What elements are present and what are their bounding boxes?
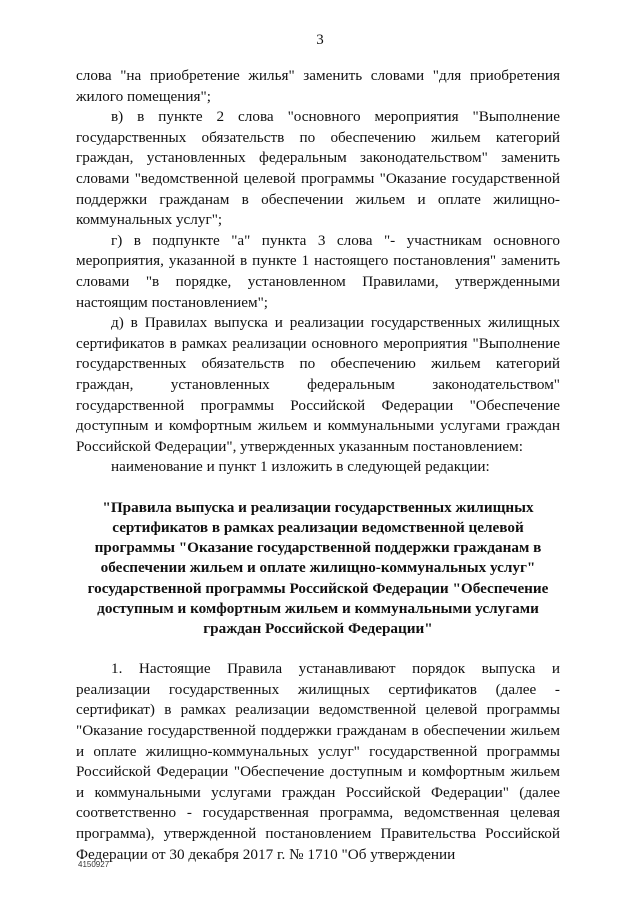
paragraph-item-g: г) в подпункте "а" пункта 3 слова "- участникам основного мероприятия, указанной в пункте 1 настоящего постановления" заменить словами "в порядке, установленном Правилами, утвержденными настоящим постановлением"; <box>76 231 560 311</box>
paragraph-replace-words: слова "на приобретение жилья" заменить словами "для приобретения жилого помещения"; <box>76 67 560 105</box>
document-body <box>76 66 560 865</box>
document-code: 4150927 <box>78 860 110 869</box>
paragraph-item-d: д) в Правилах выпуска и реализации государственных жилищных сертификатов в рамках реализации основного мероприятия "Выполнение государственных обязательств по обеспечению жильем категорий граждан, установленных федеральным законодательством" государственной программы Российской Федерации "Обеспечение доступным и комфортным жильем и коммунальными услугами граждан Российской Федерации", утвержденных указанным постановлением: <box>76 314 560 455</box>
page-number: 3 <box>316 32 324 48</box>
paragraph-rules-point-1: 1. Настоящие Правила устанавливают порядок выпуска и реализации государственных жилищных сертификатов (далее - сертификат) в рамках реализации ведомственной целевой программы "Оказание государственной поддержки гражданам в обеспечении жильем и оплате жилищно-коммунальных услуг" государственной программы Российской Федерации "Обеспечение доступным и комфортным жильем и коммунальными услугами граждан Российской Федерации" (далее соответственно - государственная программа, ведомственная целевая программа), утвержденной постановлением Правительства Российской Федерации от 30 декабря 2017 г. № 1710 "Об утверждении <box>76 660 560 863</box>
rules-heading: "Правила выпуска и реализации государственных жилищных сертификатов в рамках реализации ведомственной целевой программы "Оказание государственной поддержки гражданам в обеспечении жильем и оплате жилищно-коммунальных услуг" государственной программы Российской Федерации "Обеспечение доступным и комфортным жильем и коммунальными услугами граждан Российской Федерации" <box>87 498 549 638</box>
paragraph-new-edition: наименование и пункт 1 изложить в следующей редакции: <box>111 458 490 476</box>
paragraph-item-v: в) в пункте 2 слова "основного мероприятия "Выполнение государственных обязательств по обеспечению жильем категорий граждан, установленных федеральным законодательством" заменить словами "ведомственной целевой программы "Оказание государственной поддержки гражданам в обеспечении жильем и оплате жилищно-коммунальных услуг"; <box>76 108 560 229</box>
